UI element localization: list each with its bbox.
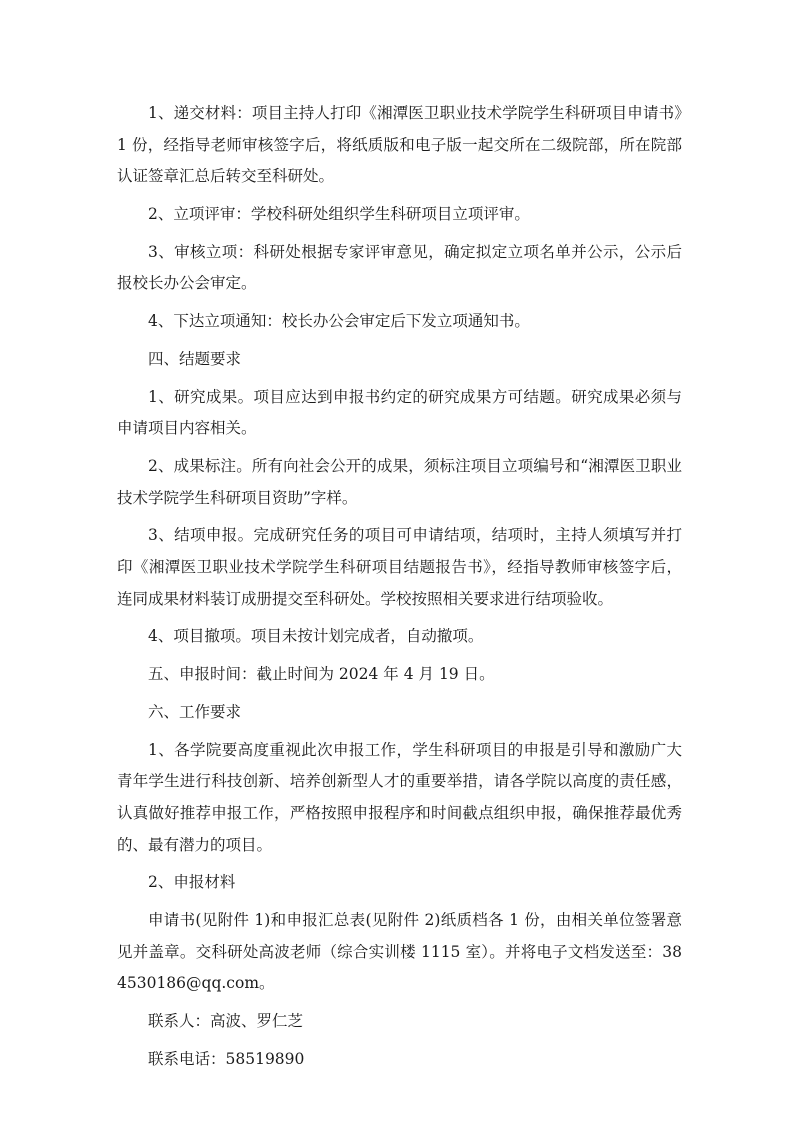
paragraph-materials-detail: 申请书(见附件 1)和申报汇总表(见附件 2)纸质档各 1 份，由相关单位签署意见并盖章。交科研处高波老师（综合实训楼 1115 室）。并将电子文档发送至：384530186@qq.com。 — [117, 911, 682, 993]
section-heading-completion: 四、结题要求 — [148, 349, 242, 368]
paragraph-results-labeling: 2、成果标注。所有向社会公开的成果，须标注项目立项编号和“湘潭医卫职业技术学院学生科研项目资助”字样。 — [117, 457, 682, 507]
section-heading-deadline: 五、申报时间：截止时间为 2024 年 4 月 19 日。 — [148, 665, 495, 684]
paragraph-materials-heading: 2、申报材料 — [148, 873, 236, 892]
paragraph-contact-phone: 联系电话：58519890 — [148, 1049, 305, 1068]
section-heading-work-requirements: 六、工作要求 — [148, 702, 242, 721]
paragraph-submit-materials: 1、递交材料：项目主持人打印《湘潭医卫职业技术学院学生科研项目申请书》1 份，经指导老师审核签字后，将纸质版和电子版一起交所在二级院部，所在院部认证签章汇总后转交至科研处。 — [117, 104, 682, 186]
paragraph-project-review: 2、立项评审：学校科研处组织学生科研项目立项评审。 — [148, 204, 530, 223]
paragraph-approval: 3、审核立项：科研处根据专家评审意见，确定拟定立项名单并公示，公示后报校长办公会审定。 — [117, 242, 682, 293]
document-body — [117, 98, 682, 1082]
paragraph-withdrawal: 4、项目撤项。项目未按计划完成者，自动撤项。 — [148, 627, 484, 646]
paragraph-contact-person: 联系人：高波、罗仁芝 — [148, 1012, 304, 1031]
paragraph-research-results: 1、研究成果。项目应达到申报书约定的研究成果方可结题。研究成果必须与申请项目内容相关。 — [117, 387, 682, 438]
paragraph-completion-application: 3、结项申报。完成研究任务的项目可申请结项，结项时，主持人须填写并打印《湘潭医卫职业技术学院学生科研项目结题报告书》，经指导教师审核签字后，连同成果材料装订成册提交至科研处。学校按照相关要求进行结项验收。 — [117, 526, 682, 608]
paragraph-importance: 1、各学院要高度重视此次申报工作，学生科研项目的申报是引导和激励广大青年学生进行科技创新、培养创新型人才的重要举措，请各学院以高度的责任感，认真做好推荐申报工作，严格按照申报程序和时间截点组织申报，确保推荐最优秀的、最有潜力的项目。 — [117, 740, 682, 854]
paragraph-notice: 4、下达立项通知：校长办公会审定后下发立项通知书。 — [148, 312, 530, 331]
